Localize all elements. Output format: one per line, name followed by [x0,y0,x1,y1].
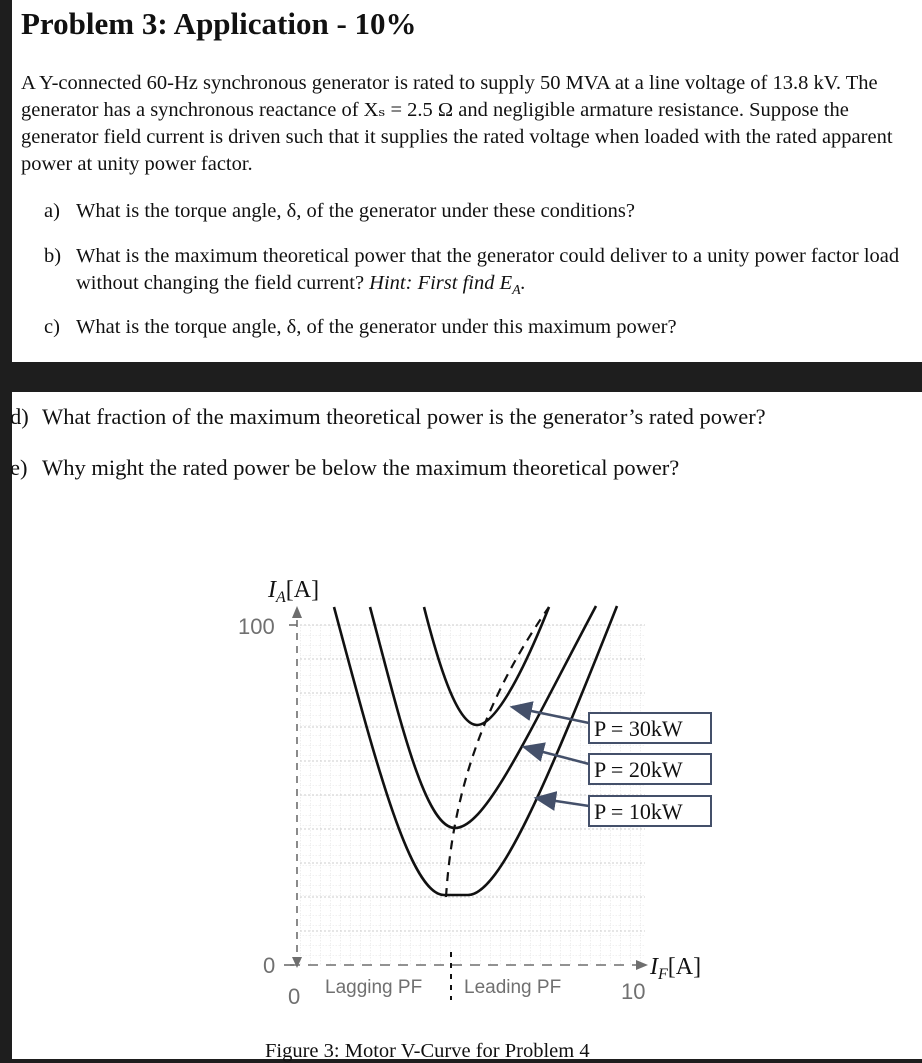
question-label: d) [10,404,29,429]
figure-caption: Figure 3: Motor V-Curve for Problem 4 [265,1040,590,1062]
y-axis-arrow [292,606,302,618]
curve-label-text: P = 30kW [594,716,683,741]
curve-label-30kw [589,713,711,743]
lagging-pf-label: Lagging PF [325,977,423,998]
y-tick-label-top: 100 [238,614,275,639]
leading-pf-label: Leading PF [464,977,562,998]
x-tick-label-right: 10 [621,979,646,1004]
x-tick-label-left: 0 [288,984,301,1009]
question-text: What fraction of the maximum theoretical power is the generator’s rated power? [42,404,766,429]
question-text: What is the torque angle, δ, of the generator under these conditions? [76,200,635,222]
question-label: c) [44,316,60,338]
curve-label-text: P = 20kW [594,757,683,782]
y-tick-label-bottom: 0 [263,953,276,978]
question-label: a) [44,200,60,222]
question-hint: Hint: First find $E_A$. [369,272,526,299]
curve-label-20kw [589,754,711,784]
problem-intro: A Y-connected 60-Hz synchronous generator is rated to supply 50 MVA at a line voltage of 13.8 kV. The generator has a synchronous reactance of Xₛ = 2.5 Ω and negligible armature resistance. Suppose the generator field current is driven such that it supplies the rated voltage when loaded with the rated apparent power at unity power factor. [21,72,893,175]
problem-title: Problem 3: Application - 10% [21,6,417,41]
question-text: What is the torque angle, δ, of the generator under this maximum power? [76,316,677,338]
x-axis-label: $I_F[A]$ [650,954,702,983]
curve-label-10kw [589,796,711,826]
question-label: e) [10,455,28,480]
question-text: Why might the rated power be below the maximum theoretical power? [42,455,680,480]
y-axis-label: $I_A[A]$ [268,577,320,606]
question-text: What is the maximum theoretical power that the generator could deliver to a unity power factor load without changing the field current? [76,245,900,294]
question-label: b) [44,245,62,267]
curve-label-text: P = 10kW [594,799,683,824]
